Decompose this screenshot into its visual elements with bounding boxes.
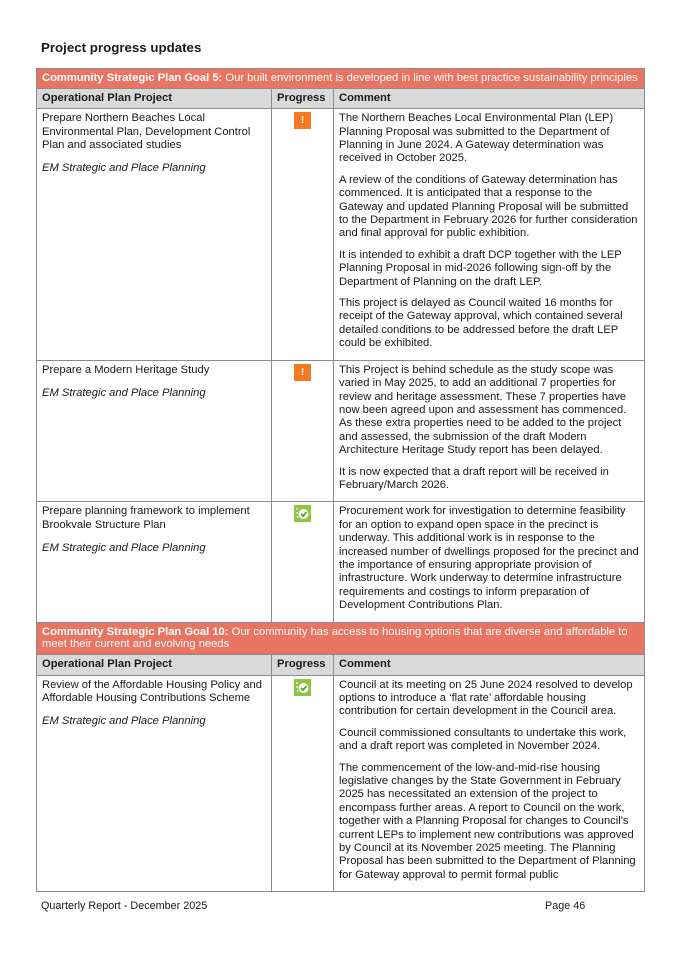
- project-owner: EM Strategic and Place Planning: [42, 387, 206, 400]
- column-header-comment: Comment: [334, 655, 645, 675]
- column-header-progress: Progress: [272, 88, 334, 108]
- project-cell: [37, 360, 272, 502]
- goal-header: [37, 622, 645, 655]
- column-header-row: [37, 655, 645, 675]
- table-row: [37, 109, 645, 361]
- footer-page-number: Page 46: [545, 900, 586, 912]
- project-name: Review of the Affordable Housing Policy and Affordable Housing Contributions Scheme: [42, 678, 262, 705]
- project-cell: [37, 502, 272, 622]
- progress-cell: [272, 109, 334, 361]
- table-row: [37, 675, 645, 892]
- progress-cell: [272, 360, 334, 502]
- comment-cell: [334, 109, 645, 361]
- progress-cell: [272, 675, 334, 892]
- comment-paragraph: A review of the conditions of Gateway determination has commenced. It is anticipated that a response to the Gateway and updated Planning Proposal will be submitted to the Department in February 2026 for further consideration and final approval for public exhibition.: [339, 173, 638, 240]
- page-title: Project progress updates: [41, 40, 202, 55]
- comment-cell: [334, 675, 645, 892]
- table-row: [37, 360, 645, 502]
- comment-paragraph: The commencement of the low-and-mid-rise housing legislative changes by the State Government in February 2025 has necessitated an extension of the project to encompass further areas. A report to Council on the work, together with a Planning Proposal for changes to Council's current LEPs to implement new contributions was approved by Council at its November 2025 meeting. The Planning Proposal has been submitted to the Department of Planning for Gateway approval to permit formal public: [339, 761, 636, 881]
- goal-label: Community Strategic Plan Goal 10:: [42, 625, 229, 638]
- project-name: Prepare a Modern Heritage Study: [42, 363, 210, 376]
- project-owner: EM Strategic and Place Planning: [42, 162, 206, 175]
- footer-report-name: Quarterly Report - December 2025: [41, 900, 208, 912]
- comment-paragraph: It is intended to exhibit a draft DCP together with the LEP Planning Proposal in mid-2026 following sign-off by the Department of Planning on the draft LEP.: [339, 248, 622, 288]
- comment-paragraph: Council commissioned consultants to undertake this work, and a draft report was completed in November 2024.: [339, 726, 627, 753]
- comment-paragraph: This project is delayed as Council waited 16 months for receipt of the Gateway approval, which contained several detailed conditions to be addressed before the draft LEP could be exhibited.: [339, 297, 623, 350]
- check-icon: [294, 679, 311, 696]
- project-cell: [37, 109, 272, 361]
- comment-paragraph: Council at its meeting on 25 June 2024 resolved to develop options to introduce a ‘flat rate’ affordable housing contribution for certain development in the Council area.: [339, 678, 633, 718]
- column-header-row: [37, 88, 645, 108]
- comment-paragraph: It is now expected that a draft report will be received in February/March 2026.: [339, 465, 609, 491]
- warning-icon: !: [294, 364, 311, 381]
- column-header-project: Operational Plan Project: [37, 88, 272, 108]
- project-owner: EM Strategic and Place Planning: [42, 715, 206, 728]
- table-row: [37, 502, 645, 622]
- project-owner: EM Strategic and Place Planning: [42, 542, 206, 555]
- goal-header-row: [37, 69, 645, 89]
- goal-header: [37, 69, 645, 89]
- comment-cell: [334, 502, 645, 622]
- comment-cell: [334, 360, 645, 502]
- column-header-progress: Progress: [272, 655, 334, 675]
- column-header-comment: Comment: [334, 88, 645, 108]
- goal-header-row: [37, 622, 645, 655]
- goal-label: Community Strategic Plan Goal 5:: [42, 72, 223, 84]
- progress-cell: [272, 502, 334, 622]
- progress-table: [36, 68, 645, 892]
- project-cell: [37, 675, 272, 892]
- project-name: Prepare planning framework to implement Brookvale Structure Plan: [42, 505, 250, 531]
- comment-paragraph: The Northern Beaches Local Environmental Plan (LEP) Planning Proposal was submitted to the Department of Planning in June 2024. A Gateway determination was received in October 2025.: [339, 112, 614, 165]
- check-icon: [294, 505, 311, 522]
- goal-text: Our community has access to housing options that are diverse and affordable to meet their current and evolving needs: [42, 625, 628, 651]
- project-name: Prepare Northern Beaches Local Environmental Plan, Development Control Plan and associated studies: [42, 112, 251, 152]
- column-header-project: Operational Plan Project: [37, 655, 272, 675]
- warning-icon: !: [294, 112, 311, 129]
- comment-paragraph: This Project is behind schedule as the study scope was varied in May 2025, to add an additional 7 properties for review and heritage assessment. These 7 properties have now been agreed upon and assessment has commenced. As these extra properties need to be added to the project and assessed, the submission of the draft Modern Architecture Heritage Study report has been delayed.: [339, 363, 627, 457]
- goal-text: Our built environment is developed in line with best practice sustainability principles: [222, 72, 638, 84]
- comment-paragraph: Procurement work for investigation to determine feasibility for an option to expand open space in the precinct is underway. This additional work is in response to the increased number of dwellings proposed for the precinct and the importance of ensuring appropriate provision of infrastructure. Work underway to determine infrastructure requirements and costings to inform preparation of Development Contributions Plan.: [339, 505, 639, 612]
